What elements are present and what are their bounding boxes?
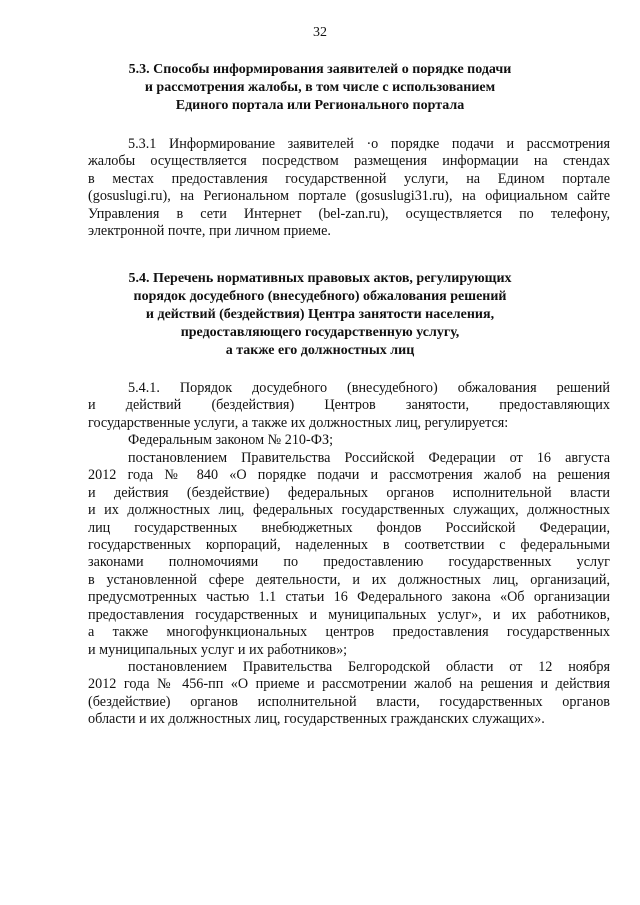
text-line: 2012 года № 456-пп «О приеме и рассмотрении жалоб на решения и действия xyxy=(88,676,610,693)
text-line: в местах предоставления государственной услуги, на Едином портале xyxy=(88,170,610,187)
text-line: электронной почте, при личном приеме. xyxy=(88,223,331,240)
text-line: государственных корпораций, наделенных в соответствии с федеральными xyxy=(88,536,610,553)
text-line: 5.4.1. Порядок досудебного (внесудебного) обжалования решений xyxy=(128,380,610,396)
heading-line: и действий (бездействия) Центра занятости населения, xyxy=(145,307,495,322)
text-line: 2012 года № 840 «О порядке подачи и рассмотрения жалоб на решения xyxy=(88,467,610,484)
text-line: законами полномочиями по предоставлению государственных услуг xyxy=(88,554,610,571)
text-line: и действий (бездействия) Центров занятости, предоставляющих xyxy=(88,397,610,414)
paragraph-5-3-1 xyxy=(88,136,610,241)
text-line: и их должностных лиц, федеральных государственных служащих, должностных xyxy=(88,502,610,519)
text-line: Федеральным законом № 210-ФЗ; xyxy=(128,432,334,449)
text-line: (бездействие) органов исполнительной власти, государственных органов xyxy=(88,693,610,710)
text-line: постановлением Правительства Белгородской области от 12 ноября xyxy=(128,659,610,675)
page-number: 32 xyxy=(313,25,327,40)
paragraph-5-4-1 xyxy=(88,380,610,729)
heading-line: порядок досудебного (внесудебного) обжалования решений xyxy=(133,289,507,304)
heading-line: Единого портала или Регионального портала xyxy=(175,98,465,113)
text-line: Управления в сети Интернет (bel-zan.ru), осуществляется по телефону, xyxy=(88,205,610,222)
text-line: государственные услуги, а также их должностных лиц, регулируется: xyxy=(88,414,509,431)
text-line: жалобы осуществляется посредством размещения информации на стендах xyxy=(88,153,610,170)
text-line: предоставления государственных и муниципальных услуг», и их работников, xyxy=(88,606,610,623)
text-line: и действия (бездействие) федеральных органов исполнительной власти xyxy=(88,484,610,501)
heading-line: предоставляющего государственную услугу, xyxy=(180,325,460,340)
heading-line: 5.4. Перечень нормативных правовых актов, регулирующих xyxy=(128,271,512,286)
text-line: предусмотренных частью 1.1 статьи 16 Федерального закона «Об организации xyxy=(88,589,610,606)
text-line: в установленной сфере деятельности, и их должностных лиц, организаций, xyxy=(88,571,610,588)
heading-line: 5.3. Способы информирования заявителей о порядке подачи xyxy=(128,62,512,77)
text-line: 5.3.1 Информирование заявителей ·о порядке подачи и рассмотрения xyxy=(128,136,610,152)
heading-line: а также его должностных лиц xyxy=(225,343,415,358)
section-5-3-heading xyxy=(80,61,560,115)
text-line: области и их должностных лиц, государственных гражданских служащих». xyxy=(88,711,545,728)
text-line: лиц государственных внебюджетных фондов Российской Федерации, xyxy=(88,519,610,536)
heading-line: и рассмотрения жалобы, в том числе с использованием xyxy=(144,80,496,95)
text-line: и муниципальных услуг и их работников»; xyxy=(88,641,348,658)
text-line: (gosuslugi.ru), на Региональном портале (gosuslugi31.ru), на официальном сайте xyxy=(88,188,610,205)
text-line: постановлением Правительства Российской Федерации от 16 августа xyxy=(128,449,610,466)
text-line: а также многофункциональных центров предоставления государственных xyxy=(88,624,610,641)
section-5-4-heading xyxy=(80,270,560,360)
